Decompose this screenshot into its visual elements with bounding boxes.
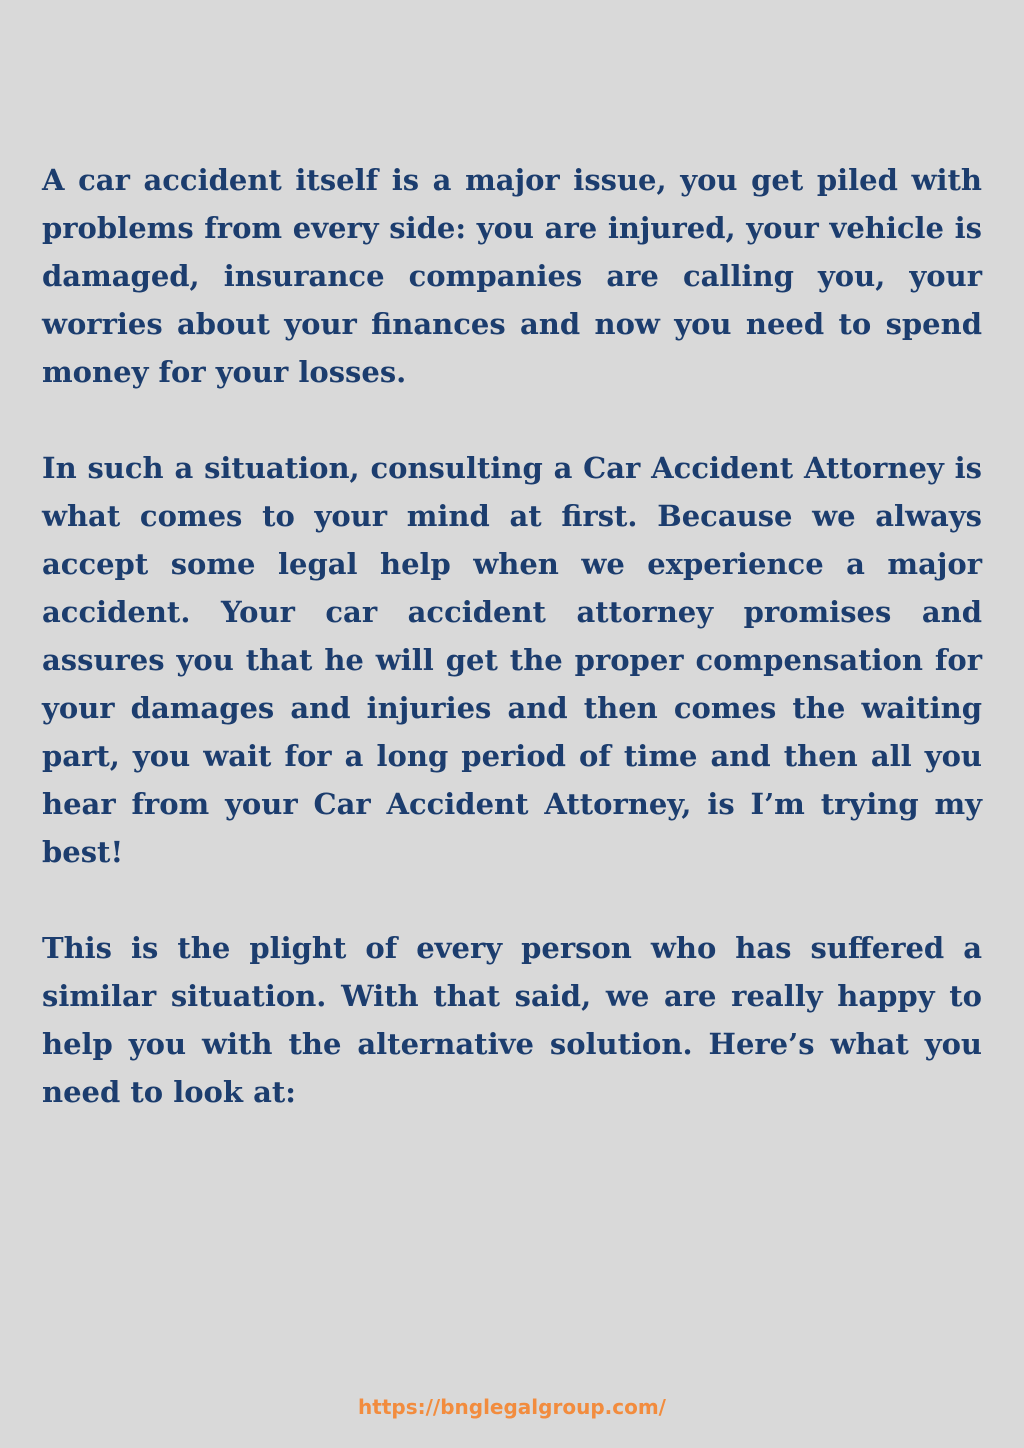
paragraph-intro: A car accident itself is a major issue, you get piled with problems from every side: you are injured, your vehicle is damaged, insurance companies are calling you, your worries about your finances and now you need to spend money for your losses. [42,163,982,389]
paragraph-solution: This is the plight of every person who has suffered a similar situation. With that said, we are really happy to help you with the alternative solution. Here’s what you need to look at: [42,931,982,1109]
footer-website-link[interactable]: https://bnglegalgroup.com/ [358,1395,666,1419]
document-body [42,156,982,1164]
paragraph-attorney: In such a situation, consulting a Car Accident Attorney is what comes to your mind at first. Because we always accept some legal help when we experience a major accident. Your car accident attorney promises and assures you that he will get the proper compensation for your damages and injuries and then comes the waiting part, you wait for a long period of time and then all you hear from your Car Accident Attorney, is I’m trying my best! [42,451,982,869]
